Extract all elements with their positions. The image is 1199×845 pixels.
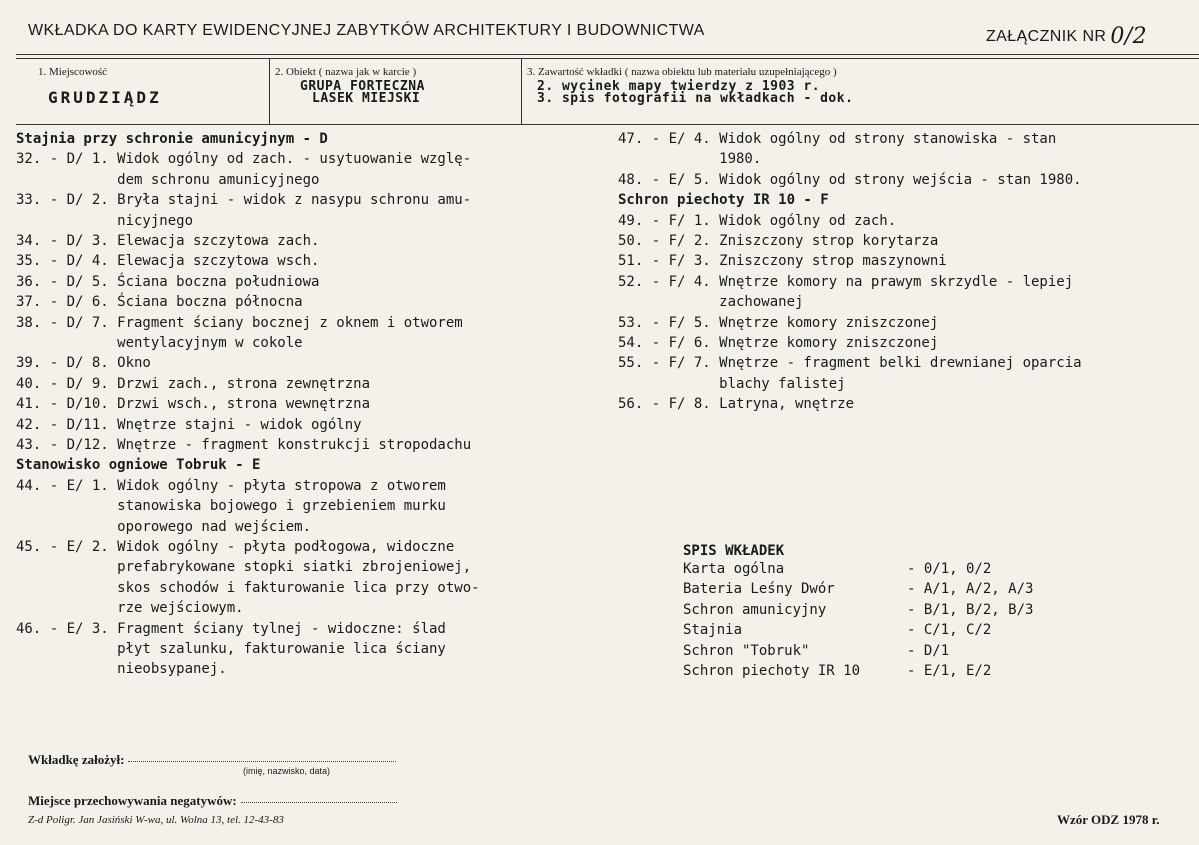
- index-entry-value: - E/1, E/2: [907, 663, 992, 679]
- list-item: blachy falistej: [618, 375, 846, 392]
- list-item: nieobsypanej.: [16, 661, 227, 678]
- section-heading: Stanowisko ogniowe Tobruk - E: [16, 457, 261, 474]
- negatives-field: [28, 793, 397, 809]
- list-item: 40. - D/ 9. Drzwi zach., strona zewnętrzna: [16, 375, 371, 392]
- list-item: 33. - D/ 2. Bryła stajni - widok z nasypu schronu amu-: [16, 192, 472, 209]
- header-rule: [16, 54, 1199, 55]
- list-item: rze wejściowym.: [16, 600, 244, 617]
- contents-line-1: 2. wycinek mapy twierdzy z 1903 r.: [537, 79, 821, 94]
- index-entry-name: Stajnia: [683, 622, 743, 639]
- index-entry-value: - B/1, B/2, B/3: [907, 601, 1034, 618]
- index-entry-name: Schron amunicyjny: [683, 601, 827, 618]
- list-item: 1980.: [618, 151, 762, 168]
- header-rule-double: [16, 58, 1199, 59]
- list-item: 48. - E/ 5. Widok ogólny od strony wejścia - stan 1980.: [618, 171, 1082, 188]
- index-entry-value: - A/1, A/2, A/3: [907, 581, 1034, 598]
- list-item: 50. - F/ 2. Zniszczony strop korytarza: [618, 233, 939, 249]
- index-entry-name: Schron piechoty IR 10: [683, 663, 861, 679]
- printer-imprint: Z-d Poligr. Jan Jasiński W-wa, ul. Wolna 13, tel. 12-43-83: [28, 814, 284, 826]
- list-item: 32. - D/ 1. Widok ogólny od zach. - usytuowanie wzglę-: [16, 151, 472, 168]
- author-label: Wkładkę założył:: [28, 752, 125, 767]
- object-line-2: LASEK MIEJSKI: [312, 91, 421, 106]
- list-item: 46. - E/ 3. Fragment ściany tylnej - widoczne: ślad: [16, 620, 446, 637]
- list-item: 34. - D/ 3. Elewacja szczytowa zach.: [16, 233, 320, 249]
- section-heading: Schron piechoty IR 10 - F: [618, 192, 829, 209]
- list-item: stanowiska bojowego i grzebieniem murku: [16, 498, 446, 515]
- list-item: 36. - D/ 5. Ściana boczna południowa: [16, 273, 320, 290]
- list-item: 54. - F/ 6. Wnętrze komory zniszczonej: [618, 335, 939, 351]
- list-item: prefabrykowane stopki siatki zbrojeniowej,: [16, 559, 472, 576]
- list-item: 52. - F/ 4. Wnętrze komory na prawym skrzydle - lepiej: [618, 273, 1074, 290]
- list-item: 42. - D/11. Wnętrze stajni - widok ogólny: [16, 416, 362, 433]
- fields-bottom-rule: [16, 124, 1199, 125]
- object-label: 2. Obiekt ( nazwa jak w karcie ): [275, 66, 417, 78]
- list-item: 56. - F/ 8. Latryna, wnętrze: [618, 396, 855, 413]
- list-item: 51. - F/ 3. Zniszczony strop maszynowni: [618, 253, 947, 270]
- index-entry-value: - C/1, C/2: [907, 622, 992, 639]
- locality-label: 1. Miejscowość: [38, 66, 108, 78]
- index-entry-name: Karta ogólna: [683, 561, 785, 577]
- object-line-1: GRUPA FORTECZNA: [300, 79, 425, 94]
- list-item: skos schodów i fakturowanie lica przy otwo-: [16, 579, 480, 596]
- attachment-number: 0/2: [1110, 24, 1147, 49]
- negatives-dotted-line: [241, 802, 397, 803]
- list-item: 49. - F/ 1. Widok ogólny od zach.: [618, 212, 897, 229]
- list-item: 38. - D/ 7. Fragment ściany bocznej z oknem i otworem: [16, 314, 463, 331]
- list-item: płyt szalunku, fakturowanie lica ściany: [16, 641, 446, 657]
- list-item: 53. - F/ 5. Wnętrze komory zniszczonej: [618, 314, 939, 331]
- author-field: [28, 752, 396, 768]
- index-entry-value: - D/1: [907, 642, 950, 659]
- index-entry-value: - 0/1, 0/2: [907, 561, 992, 577]
- list-item: 55. - F/ 7. Wnętrze - fragment belki drewnianej oparcia: [618, 355, 1082, 372]
- field-divider-1: [269, 58, 270, 124]
- attachment-label-text: ZAŁĄCZNIK NR: [986, 28, 1107, 45]
- field-divider-2: [521, 58, 522, 124]
- list-item: 44. - E/ 1. Widok ogólny - płyta stropowa z otworem: [16, 477, 446, 494]
- index-title: SPIS WKŁADEK: [683, 543, 785, 559]
- section-heading: Stajnia przy schronie amunicyjnym - D: [16, 131, 328, 147]
- author-dotted-line: [128, 761, 396, 762]
- list-item: 35. - D/ 4. Elewacja szczytowa wsch.: [16, 253, 320, 270]
- list-item: nicyjnego: [16, 212, 194, 229]
- list-item: 43. - D/12. Wnętrze - fragment konstrukcji stropodachu: [16, 437, 472, 453]
- list-item: 37. - D/ 6. Ściana boczna północna: [16, 294, 303, 311]
- list-item: oporowego nad wejściem.: [16, 518, 312, 535]
- attachment-label: [986, 22, 1147, 47]
- contents-label: 3. Zawartość wkładki ( nazwa obiektu lub materiału uzupełniającego ): [527, 66, 837, 78]
- list-item: 45. - E/ 2. Widok ogólny - płyta podłogowa, widoczne: [16, 539, 455, 555]
- list-item: 39. - D/ 8. Okno: [16, 355, 151, 372]
- list-item: dem schronu amunicyjnego: [16, 171, 320, 188]
- index-entry-name: Schron "Tobruk": [683, 642, 810, 659]
- list-item: zachowanej: [618, 294, 804, 311]
- contents-line-2: 3. spis fotografii na wkładkach - dok.: [537, 91, 854, 106]
- list-item: wentylacyjnym w cokole: [16, 335, 303, 351]
- author-hint: (imię, nazwisko, data): [243, 766, 331, 776]
- list-item: 47. - E/ 4. Widok ogólny od strony stanowiska - stan: [618, 131, 1057, 147]
- form-model: Wzór ODZ 1978 r.: [1057, 812, 1160, 827]
- list-item: 41. - D/10. Drzwi wsch., strona wewnętrzna: [16, 396, 371, 413]
- negatives-label: Miejsce przechowywania negatywów:: [28, 793, 237, 808]
- index-entry-name: Bateria Leśny Dwór: [683, 581, 835, 598]
- locality-value: GRUDZIĄDZ: [48, 88, 162, 107]
- form-title: WKŁADKA DO KARTY EWIDENCYJNEJ ZABYTKÓW ARCHITEKTURY I BUDOWNICTWA: [28, 22, 705, 39]
